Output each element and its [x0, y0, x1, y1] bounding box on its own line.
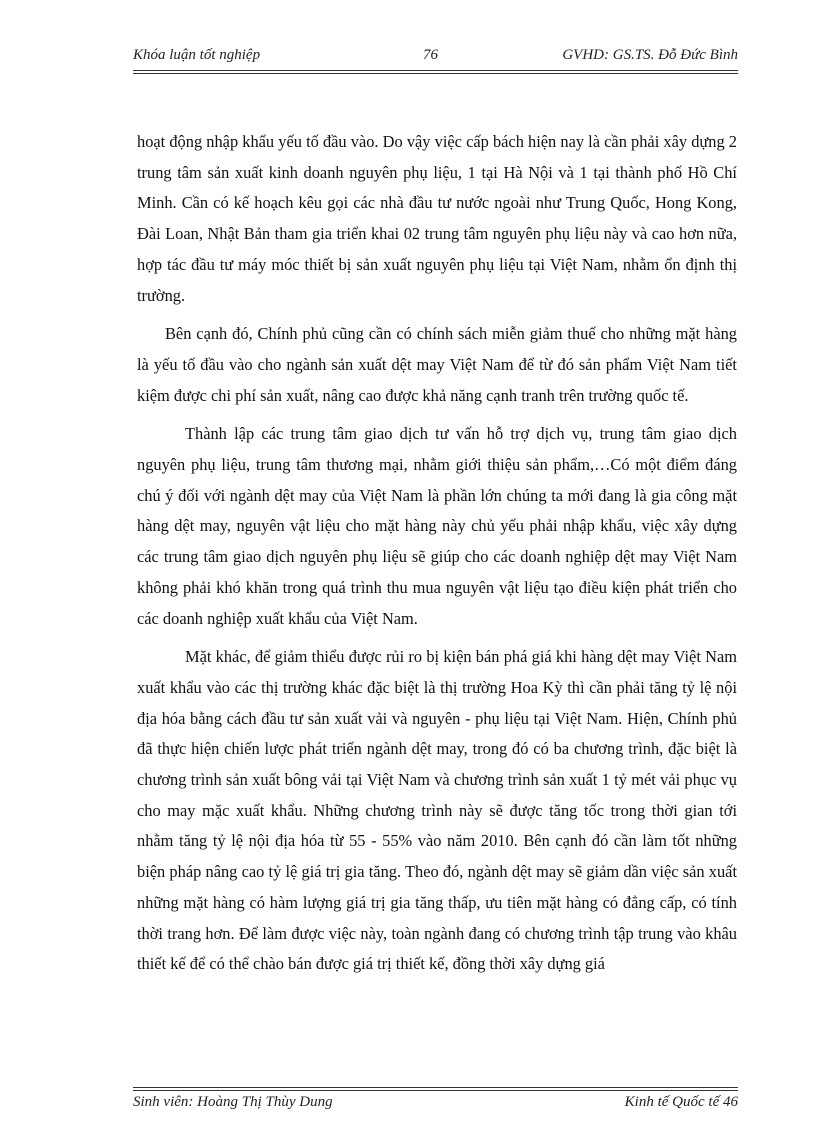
paragraph-4: Mặt khác, để giảm thiểu được rủi ro bị kiện bán phá giá khi hàng dệt may Việt Nam xuất khẩu vào các thị trường khác đặc biệt là thị trường Hoa Kỳ thì cần phải tăng tỷ lệ nội địa hóa bằng cách đầu tư sản xuất vải và nguyên - phụ liệu tại Việt Nam. Hiện, Chính phủ đã thực hiện chiến lược phát triển ngành dệt may, trong đó có ba chương trình, đặc biệt là chương trình sản xuất bông vải tại Việt Nam và chương trình sản xuất 1 tỷ mét vải phục vụ cho may mặc xuất khẩu. Những chương trình này sẽ được tăng tốc trong thời gian tới nhằm tăng tỷ lệ nội địa hóa từ 55 - 55% vào năm 2010. Bên cạnh đó cần làm tốt những biện pháp nâng cao tỷ lệ giá trị gia tăng. Theo đó, ngành dệt may sẽ giảm dần việc sản xuất những mặt hàng có hàm lượng giá trị gia tăng thấp, ưu tiên mặt hàng có đẳng cấp, có tính thời trang hơn. Để làm được việc này, toàn ngành đang có chương trình tập trung vào khâu thiết kế để có thể chào bán được giá trị thiết kế, đồng thời xây dựng giá: [137, 647, 737, 974]
footer-student: Sinh viên: Hoàng Thị Thùy Dung: [133, 1094, 333, 1110]
header-rule: [133, 70, 738, 71]
paragraph-1: hoạt động nhập khẩu yếu tố đầu vào. Do vậy việc cấp bách hiện nay là cần phải xây dựng 2 trung tâm sản xuất kinh doanh nguyên phụ liệu, 1 tại Hà Nội và 1 tại thành phố Hồ Chí Minh. Cần có kế hoạch kêu gọi các nhà đầu tư nước ngoài như Trung Quốc, Hong Kong, Đài Loan, Nhật Bản tham gia triển khai 02 trung tâm nguyên phụ liệu này và cao hơn nữa, hợp tác đầu tư máy móc thiết bị sản xuất nguyên phụ liệu tại Việt Nam, nhằm ổn định thị trường.: [137, 132, 737, 305]
page-number: 76: [423, 47, 438, 63]
paragraph-3: Thành lập các trung tâm giao dịch tư vấn hỗ trợ dịch vụ, trung tâm giao dịch nguyên phụ liệu, trung tâm thương mại, nhằm giới thiệu sản phẩm,…Có một điểm đáng chú ý đối với ngành dệt may của Việt Nam là phần lớn chúng ta mới đang là gia công mặt hàng dệt may, nguyên vật liệu cho mặt hàng này chủ yếu phải nhập khẩu, việc xây dựng các trung tâm giao dịch nguyên phụ liệu sẽ giúp cho các doanh nghiệp dệt may Việt Nam không phải khó khăn trong quá trình thu mua nguyên vật liệu tạo điều kiện phát triển cho các doanh nghiệp xuất khẩu của Việt Nam.: [137, 424, 737, 628]
page-header: [133, 47, 738, 69]
body-text: [137, 127, 737, 988]
paragraph-2: Bên cạnh đó, Chính phủ cũng cần có chính sách miễn giảm thuế cho những mặt hàng là yếu tố đầu vào cho ngành sản xuất dệt may Việt Nam để từ đó sản phẩm Việt Nam tiết kiệm được chi phí sản xuất, nâng cao được khả năng cạnh tranh trên trường quốc tế.: [137, 324, 737, 405]
header-thesis-title: Khóa luận tốt nghiệp: [133, 47, 261, 63]
header-supervisor: GVHD: GS.TS. Đỗ Đức Bình: [562, 47, 738, 63]
page-footer: [133, 1094, 738, 1116]
footer-rule: [133, 1087, 738, 1088]
footer-class: Kinh tế Quốc tế 46: [624, 1094, 738, 1110]
